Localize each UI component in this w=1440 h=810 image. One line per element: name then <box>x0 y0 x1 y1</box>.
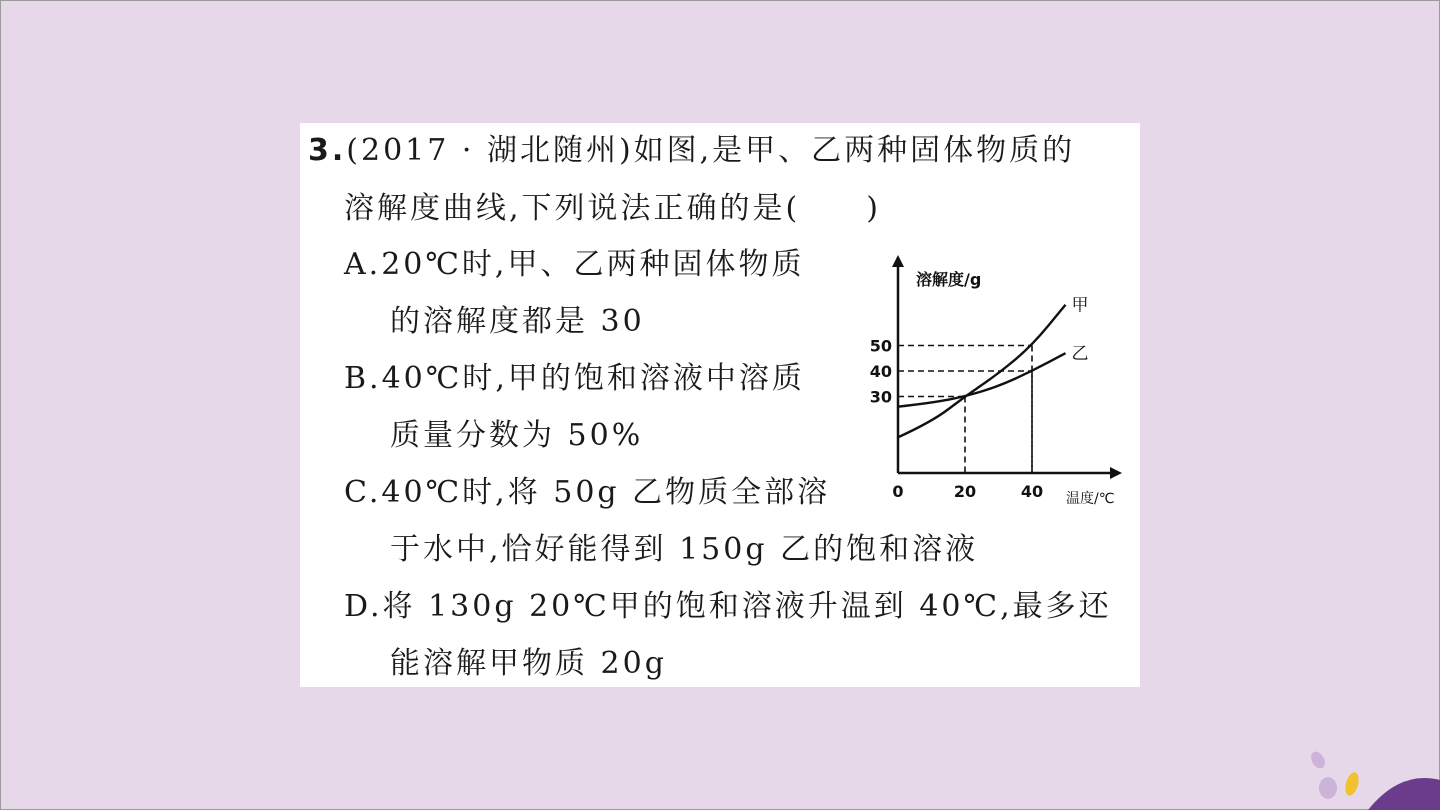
y-axis-label: 溶解度/g <box>916 270 982 289</box>
option-d-line-1: D.将 130g 20℃甲的饱和溶液升温到 40℃,最多还 <box>344 589 1112 624</box>
x-tick-label-2: 40 <box>1020 482 1044 501</box>
option-d-line-2: 能溶解甲物质 20g <box>390 646 667 681</box>
question-line-1 <box>308 131 1075 171</box>
x-tick-label-0: 0 <box>892 482 904 501</box>
x-tick-label-1: 20 <box>953 482 977 501</box>
option-c-line-1: C.40℃时,将 50g 乙物质全部溶 <box>344 475 831 510</box>
x-axis-arrow <box>1110 467 1122 479</box>
x-axis-label: 温度/℃ <box>1066 491 1115 507</box>
option-a-line-2: 的溶解度都是 30 <box>390 304 645 339</box>
y-axis-arrow <box>892 255 904 267</box>
option-c-line-2: 于水中,恰好能得到 150g 乙的饱和溶液 <box>390 532 979 567</box>
option-d-label: D. <box>344 589 383 624</box>
option-a-line-1: A.20℃时,甲、乙两种固体物质 <box>344 247 805 282</box>
series-line-1 <box>898 353 1066 407</box>
y-tick-label-2: 50 <box>869 336 892 356</box>
option-a-label: A. <box>344 247 382 282</box>
question-number: 3. <box>308 133 347 168</box>
y-tick-label-1: 40 <box>869 362 892 381</box>
question-card <box>300 123 1140 687</box>
question-stem-1: (2017 · 湖北随州)如图,是甲、乙两种固体物质的 <box>346 133 1076 168</box>
series-label-1: 乙 <box>1071 344 1089 365</box>
option-c-label: C. <box>344 475 382 510</box>
series-label-0: 甲 <box>1071 295 1089 316</box>
corner-decoration <box>1300 740 1440 810</box>
option-b-line-2: 质量分数为 50% <box>390 418 644 453</box>
option-b-line-1: B.40℃时,甲的饱和溶液中溶质 <box>344 361 805 396</box>
question-stem-2: 溶解度曲线,下列说法正确的是( ) <box>344 191 881 226</box>
y-tick-label-0: 30 <box>869 387 892 407</box>
solubility-chart <box>860 253 1130 513</box>
option-b-label: B. <box>344 361 382 396</box>
